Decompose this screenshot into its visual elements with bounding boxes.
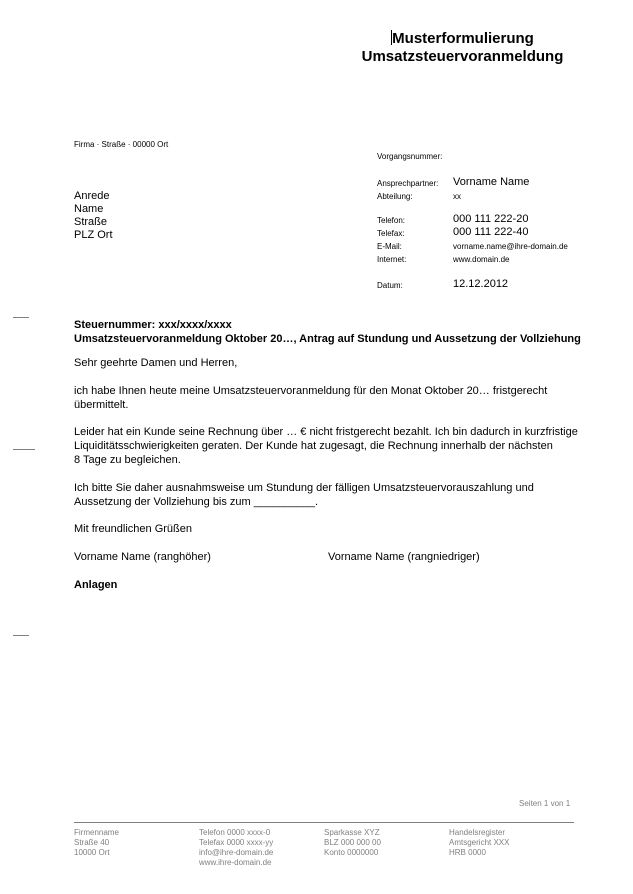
email-label: E-Mail: <box>377 242 402 251</box>
footer-bank <box>324 828 381 858</box>
paragraph-1 <box>74 384 547 412</box>
subject <box>74 318 581 346</box>
recipient-address <box>74 190 113 242</box>
paragraph-3-line-1: Ich bitte Sie daher ausnahmsweise um Stundung der fälligen Umsatzsteuervorauszahlung und <box>74 482 534 494</box>
page-number: Seiten 1 von 1 <box>519 799 571 808</box>
footer-company <box>74 828 119 858</box>
recipient-street: Straße <box>74 216 108 228</box>
recipient-salutation: Anrede <box>74 190 110 202</box>
internet-label: Internet: <box>377 255 407 264</box>
sender-line: Firma · Straße · 00000 Ort <box>74 140 169 149</box>
footer-register <box>449 828 509 858</box>
paragraph-2-line-2: Liquiditätsschwierigkeiten geraten. Der Kunde hat zugesagt, die Rechnung innerhalb der nächsten <box>74 440 553 452</box>
footer-divider <box>74 822 574 823</box>
footer-account: Konto 0000000 <box>324 848 379 857</box>
recipient-name: Name <box>74 203 104 215</box>
abteilung-label: Abteilung: <box>377 192 413 201</box>
paragraph-1-line-2: übermittelt. <box>74 399 129 411</box>
footer-phone: Telefon 0000 xxxx-0 <box>199 828 271 837</box>
footer-register-label: Handelsregister <box>449 828 506 837</box>
footer-bank-name: Sparkasse XYZ <box>324 828 380 837</box>
signer-left: Vorname Name (ranghöher) <box>74 551 211 563</box>
internet-value: www.domain.de <box>453 255 510 264</box>
salutation: Sehr geehrte Damen und Herren, <box>74 357 238 369</box>
footer-company-street: Straße 40 <box>74 838 110 847</box>
abteilung-value: xx <box>453 192 461 201</box>
footer-fax: Telefax 0000 xxxx-yy <box>199 838 274 847</box>
punch-mark-center <box>13 449 35 450</box>
title-line-1: Musterformulierung <box>392 30 534 47</box>
paragraph-1-line-1: ich habe Ihnen heute meine Umsatzsteuervoranmeldung für den Monat Oktober 20… fristgerecht <box>74 385 548 397</box>
footer-hrb: HRB 0000 <box>449 848 486 857</box>
footer-court: Amtsgericht XXX <box>449 838 510 847</box>
subject-title: Umsatzsteuervoranmeldung Oktober 20…, Antrag auf Stundung und Aussetzung der Vollziehung <box>74 333 581 345</box>
fold-mark-top <box>13 317 29 318</box>
paragraph-3 <box>74 481 534 509</box>
paragraph-3-line-2: Aussetzung der Vollziehung bis zum __________. <box>74 496 319 508</box>
paragraph-2-line-1: Leider hat ein Kunde seine Rechnung über … € nicht fristgerecht bezahlt. Ich bin dadurch in kurzfristige <box>74 426 578 438</box>
document-title <box>355 30 570 66</box>
ansprechpartner-label: Ansprechpartner: <box>377 179 439 188</box>
telefon-label: Telefon: <box>377 216 406 225</box>
signer-right: Vorname Name (rangniedriger) <box>328 551 480 563</box>
footer-company-name: Firmenname <box>74 828 119 837</box>
datum-value: 12.12.2012 <box>453 278 509 290</box>
title-line-2: Umsatzsteuervoranmeldung <box>361 48 564 65</box>
recipient-city: PLZ Ort <box>74 229 113 241</box>
vorgangsnummer-label: Vorgangsnummer: <box>377 152 443 161</box>
telefon-value: 000 111 222-20 <box>453 213 529 225</box>
footer-contact <box>199 828 273 868</box>
footer-website: www.ihre-domain.de <box>199 858 272 867</box>
datum-label: Datum: <box>377 281 403 290</box>
footer-company-city: 10000 Ort <box>74 848 110 857</box>
subject-tax-number: Steuernummer: xxx/xxxx/xxxx <box>74 319 232 331</box>
paragraph-2-line-3: 8 Tage zu begleichen. <box>74 454 181 466</box>
fold-mark-bottom <box>13 635 29 636</box>
footer-email: info@ihre-domain.de <box>199 848 274 857</box>
closing: Mit freundlichen Grüßen <box>74 523 192 535</box>
telefax-value: 000 111 222-40 <box>453 226 529 238</box>
paragraph-2 <box>74 425 578 467</box>
footer-bank-code: BLZ 000 000 00 <box>324 838 381 847</box>
telefax-label: Telefax: <box>377 229 405 238</box>
ansprechpartner-value: Vorname Name <box>453 176 530 188</box>
attachments-heading: Anlagen <box>74 579 118 591</box>
email-value: vorname.name@ihre-domain.de <box>453 242 568 251</box>
